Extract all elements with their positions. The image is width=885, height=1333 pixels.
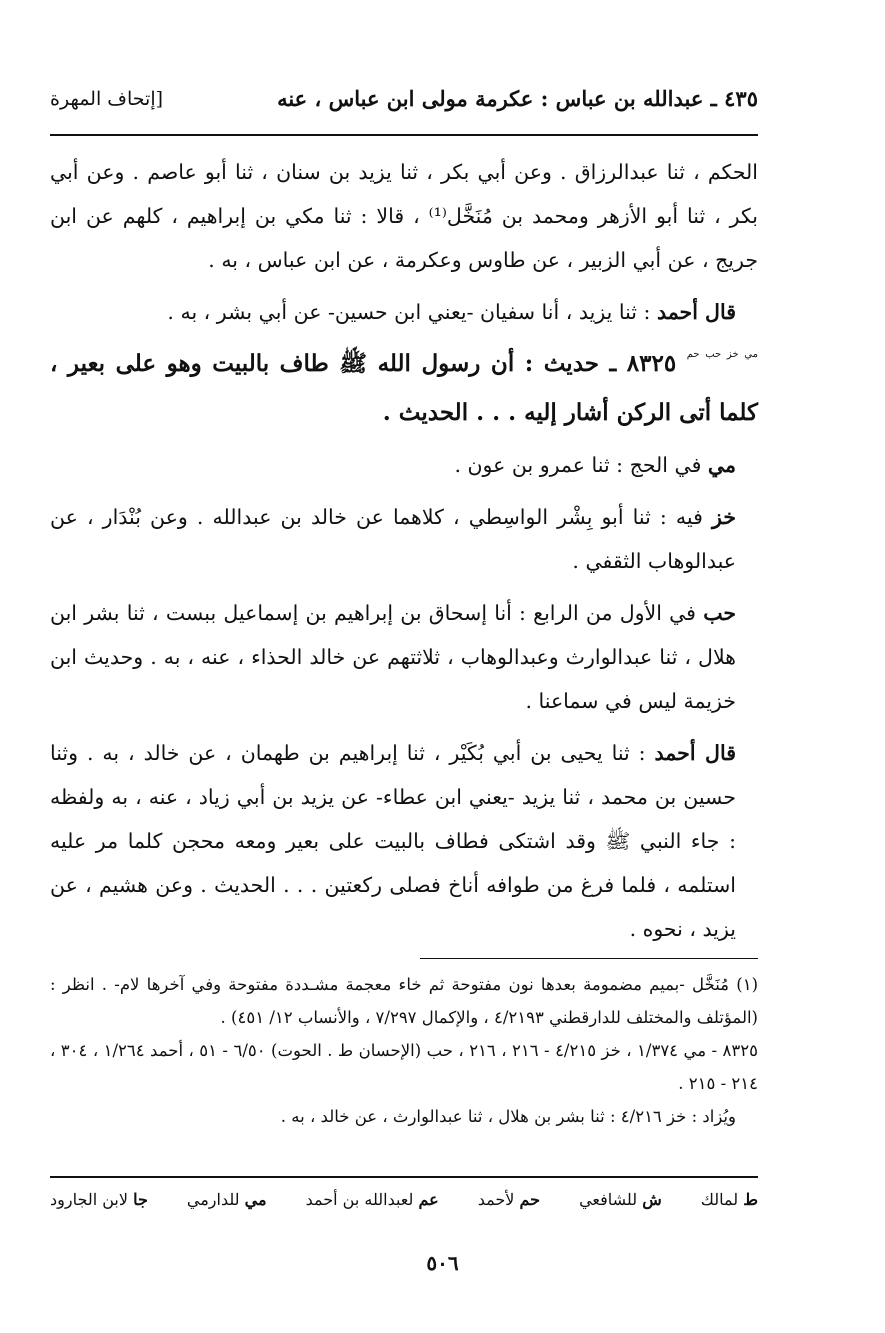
source-codes: مي خز حب حم: [686, 349, 758, 360]
narrator-label: قال أحمد: [654, 741, 736, 765]
header-rule: [50, 134, 758, 136]
paragraph: قال أحمد : ثنا يحيى بن أبي بُكَيْر ، ثنا إبراهيم بن طهمان ، عن خالد ، به . وثنا حسين بن محمد ، ثنا يزيد -يعني ابن عطاء- عن يزيد بن أبي زياد ، عنه ، به ولفظه : جاء النبي ﷺ وقد اشتكى فطاف بالبيت على بعير ومعه محجن كلما مر عليه استلمه ، فلما فرغ من طوافه أناخ فصلى ركعتين . . . الحديث . وعن هشيم ، عن يزيد ، نحوه .: [50, 741, 736, 941]
legend-rule: [50, 1176, 758, 1178]
footnote: (١) مُنَخَّل -بميم مضمومة بعدها نون مفتوحة ثم خاء معجمة مشـددة مفتوحة وفي آخرها لام- . انظر : (المؤتلف والمختلف للدارقطني ٤/٢١٩٣ ، والإكمال ٧/٢٩٧ ، والأنساب ١٢/ ٤٥١) .: [50, 975, 758, 1027]
source-label: حب: [703, 601, 736, 625]
legend-item: ش للشافعي: [579, 1190, 662, 1209]
footnote-rule: [420, 958, 758, 959]
hadith-heading: $^{مي خز حب حم}$ ٨٣٢٥ ـ حديث : أن رسول الله ﷺ طاف بالبيت وهو على بعير ، كلما أتى الركن أشار إليه . . . الحديث .: [50, 349, 758, 426]
footnotes: [50, 968, 758, 1133]
page-number: ٥٠٦: [426, 1251, 459, 1275]
source-label: خز: [712, 505, 736, 529]
paragraph: مي في الحج : ثنا عمرو بن عون .: [454, 453, 736, 477]
legend-item: ط لمالك: [700, 1190, 758, 1209]
legend-item: عم لعبدالله بن أحمد: [305, 1190, 439, 1209]
running-title: ٤٣٥ ـ عبدالله بن عباس : عكرمة مولى ابن عباس ، عنه: [277, 86, 758, 111]
paragraph: قال أحمد : ثنا يزيد ، أنا سفيان -يعني ابن حسين- عن أبي بشر ، به .: [167, 300, 736, 324]
legend-item: جا لابن الجارود: [50, 1190, 148, 1209]
source-label: مي: [707, 453, 736, 477]
book-title: [إتحاف المهرة: [50, 88, 164, 110]
legend-item: مي للدارمي: [186, 1190, 267, 1209]
running-header: [50, 86, 758, 120]
paragraph: الحكم ، ثنا عبدالرزاق . وعن أبي بكر ، ثنا يزيد بن سنان ، ثنا أبو عاصم . وعن أبي بكر ، ثنا أبو الأزهر ومحمد بن مُنَخَّل⁽¹⁾ ، قالا : ثنا مكي بن إبراهيم ، كلهم عن ابن جريج ، عن أبي الزبير ، عن طاوس وعكرمة ، عن ابن عباس ، به .: [50, 160, 758, 272]
abbreviation-legend: [50, 1190, 758, 1209]
footnote: ويُزاد : خز ٤/٢١٦ : ثنا بشر بن هلال ، ثنا عبدالوارث ، عن خالد ، به .: [280, 1107, 736, 1126]
paragraph: حب في الأول من الرابع : أنا إسحاق بن إبراهيم بن إسماعيل ببست ، ثنا بشر ابن هلال ، ثنا عبدالوارث وعبدالوهاب ، ثلاثتهم عن خالد الحذاء ، عنه ، به . وحديث ابن خزيمة ليس في سماعنا .: [50, 601, 736, 713]
paragraph: خز فيه : ثنا أبو بِشْر الواسِطي ، كلاهما عن خالد بن عبدالله . وعن بُنْدَار ، عن عبدالوهاب الثقفي .: [50, 505, 736, 573]
main-text: [50, 150, 758, 951]
footnote: ٨٣٢٥ - مي ١/٣٧٤ ، خز ٤/٢١٥ - ٢١٦ ، ٢١٦ ، حب (الإحسان ط . الحوت) ٦/٥٠ - ٥١ ، أحمد ١/٢٦٤ ، ٣٠٤ ، ٢١٤ - ٢١٥ .: [50, 1041, 758, 1093]
legend-item: حم لأحمد: [477, 1190, 541, 1209]
narrator-label: قال أحمد: [656, 300, 736, 324]
